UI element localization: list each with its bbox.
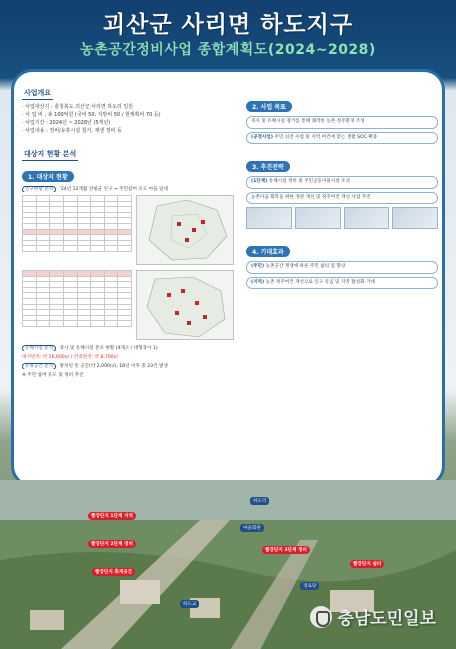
strategy-heading: 3. 추진전략 bbox=[246, 161, 290, 172]
aerial-label-1: 빨강단지 1단계 지역 bbox=[88, 512, 136, 520]
effects-box-2 bbox=[246, 277, 438, 290]
strategy-box-1-text: 유해시설 정비 및 주민공동이용시설 조성 bbox=[268, 179, 351, 184]
place-label-3: 하도교 bbox=[180, 600, 199, 608]
overview-list bbox=[22, 103, 234, 135]
vacant-line bbox=[22, 363, 234, 369]
strategy-box-1 bbox=[246, 176, 438, 189]
map-marker bbox=[185, 238, 189, 242]
stats-table-2 bbox=[22, 270, 132, 327]
goals-heading: 2. 사업 목표 bbox=[246, 101, 292, 112]
map-marker bbox=[175, 311, 179, 315]
map-marker bbox=[192, 228, 196, 232]
strategy-box-1-label: (1단계) bbox=[251, 179, 268, 184]
population-text: '24년 12개월 연평균 인구 → 주민참여 유도 마을 일대 bbox=[59, 187, 168, 192]
goals-box-2-text: 주민 의견 수렴 및 지역 여건에 맞는 생활 SOC 확충 bbox=[274, 134, 378, 140]
place-label-2: 마을회관 bbox=[240, 524, 264, 532]
aerial-label-4: 빨강단지 휴게공간 bbox=[92, 568, 135, 576]
population-tag: 인구현황 분석 bbox=[22, 186, 56, 192]
overview-item: · 사 업 비 : 총 100억원 (국비 50, 지방비 50 / 현계획비 70 등) bbox=[22, 111, 234, 119]
goals-box-1: 축사 및 유해시설 철거를 통해 쾌적한 농촌 정주환경 조성 bbox=[246, 116, 438, 129]
stats-block-2 bbox=[22, 270, 234, 342]
analysis-footnote: ※ 주민 참여 유도 및 정비 추진 bbox=[22, 373, 84, 378]
district-map-2-svg bbox=[137, 271, 235, 341]
map-marker bbox=[203, 315, 207, 319]
overview-item: · 사업대상지 : 충청북도 괴산군 사리면 하도리 일원 bbox=[22, 103, 234, 111]
aerial-label-3: 빨강단지 3단계 정비 bbox=[262, 546, 310, 554]
area-line: 대지면적: 약 16,600㎡ / 건축면적: 약 8,700㎡ bbox=[22, 355, 119, 360]
vacant-tag: 유휴공간 분석 bbox=[22, 363, 56, 369]
district-map-1 bbox=[136, 195, 234, 265]
overview-heading: 사업개요 bbox=[22, 88, 53, 100]
strategy-box-2: 농촌다움 회복을 위한 경관 개선 및 정주여건 개선 사업 추진 bbox=[246, 192, 438, 205]
left-column bbox=[22, 80, 234, 378]
map-marker bbox=[177, 222, 181, 226]
watermark-text: 충남도민일보 bbox=[337, 609, 436, 629]
aerial-label-5: 빨강단지 쉼터 bbox=[350, 560, 384, 568]
overview-item: · 사업기간 : 2024년 ~ 2028년 (5개년) bbox=[22, 119, 234, 127]
effects-box-1-text: 농촌공간 재생에 따른 주민 삶의 질 향상 bbox=[265, 264, 346, 269]
place-label-1: 하도리 bbox=[250, 497, 269, 505]
population-line bbox=[22, 186, 234, 192]
photo-thumb bbox=[344, 207, 390, 229]
place-label-4: 경로당 bbox=[300, 582, 319, 590]
effects-box-2-label: (지역) bbox=[251, 279, 265, 285]
aerial-label-2: 빨강단지 2단계 정비 bbox=[88, 540, 136, 548]
page-title: 괴산군 사리면 하도지구 bbox=[102, 12, 354, 38]
photo-thumb bbox=[246, 207, 292, 229]
page-subtitle: 농촌공간정비사업 종합계획도(2024~2028) bbox=[80, 42, 376, 58]
district-map-2 bbox=[136, 270, 234, 340]
stats-table-1 bbox=[22, 195, 132, 252]
effects-heading: 4. 기대효과 bbox=[246, 246, 290, 257]
map-marker bbox=[187, 321, 191, 325]
vacant-text: 방치된 빈 공간(약 2,000㎡), 18년 이후 총 23건 발생 bbox=[59, 364, 168, 369]
photo-thumb bbox=[392, 207, 438, 229]
effects-box-1 bbox=[246, 261, 438, 274]
map-marker bbox=[167, 293, 171, 297]
photo-thumb bbox=[295, 207, 341, 229]
newspaper-logo-icon bbox=[310, 606, 332, 628]
hazard-text: 축사 및 유해시설 분포 현황 (4개소 / 대형축사 1) bbox=[59, 346, 158, 351]
map-marker bbox=[201, 220, 205, 224]
overview-item: · 사업내용 : 정비/유휴시설 철거, 재생 정비 등 bbox=[22, 127, 234, 135]
map-marker bbox=[181, 289, 185, 293]
goals-box-2-label: (공정사업) bbox=[251, 134, 273, 140]
watermark bbox=[310, 604, 436, 629]
hazard-line bbox=[22, 345, 234, 351]
district-map-1-svg bbox=[137, 196, 235, 266]
analysis-subheading: 1. 대상지 현황 bbox=[22, 171, 74, 182]
effects-box-2-text: 농촌 정주여건 개선으로 인구 유입 및 지역 활성화 기대 bbox=[265, 279, 375, 285]
effects-box-1-label: (주민) bbox=[251, 264, 265, 269]
photo-strip bbox=[246, 207, 438, 229]
hazard-tag: 유해시설 분석 bbox=[22, 345, 56, 351]
goals-box-2 bbox=[246, 132, 438, 145]
stats-block-1 bbox=[22, 195, 234, 267]
analysis-heading: 대상지 현황 분석 bbox=[22, 149, 78, 161]
map-marker bbox=[195, 301, 199, 305]
right-column bbox=[246, 94, 438, 289]
